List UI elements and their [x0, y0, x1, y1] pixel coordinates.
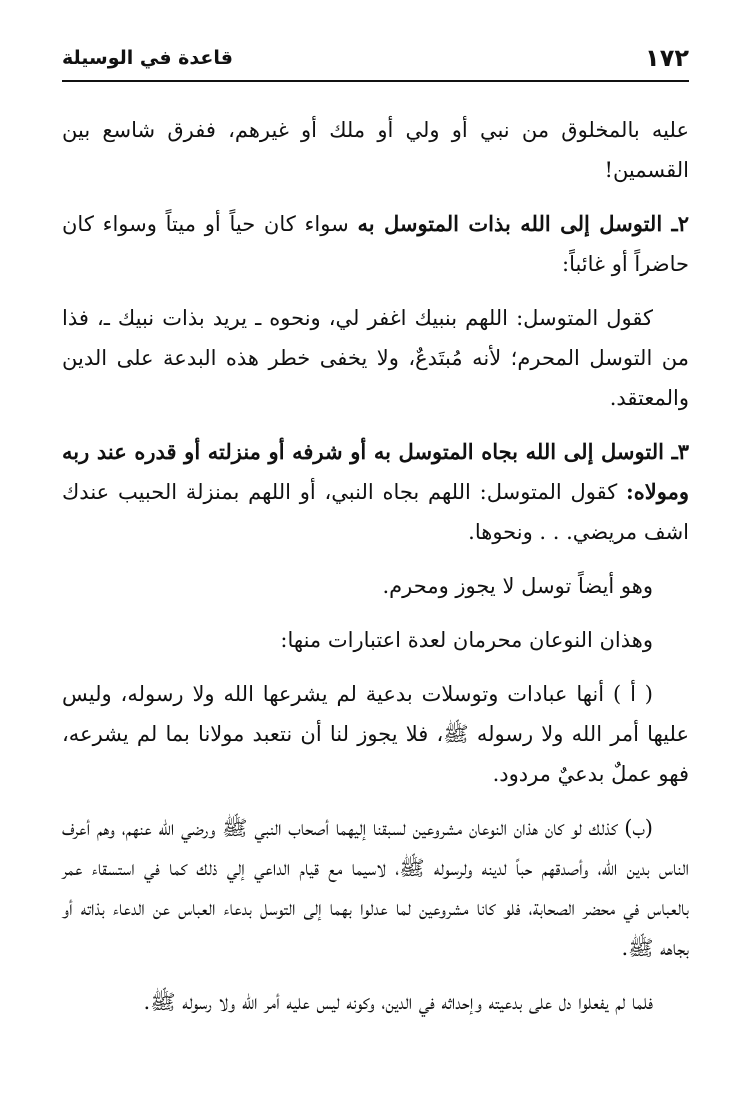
- paragraph-text: وهذان النوعان محرمان لعدة اعتبارات منها:: [280, 628, 653, 652]
- paragraph-text: فلما لم يفعلوا دل على بدعيته وإحداثه في الدين، وكونه ليس عليه أمر الله ولا رسوله ﷺ.: [143, 990, 653, 1014]
- item-3-heading: ٣ـ التوسل إلى الله بجاه المتوسل به أو شرفه أو منزلته أو قدره عند ربه ومولاه:: [62, 439, 689, 504]
- page-number: ١٧٢: [645, 44, 689, 72]
- paragraph-ruling: [62, 566, 689, 606]
- paragraph-text: عليه بالمخلوق من نبي أو ولي أو ملك أو غيرهم، ففرق شاسع بين القسمين!: [62, 118, 689, 182]
- paragraph-continuation: [62, 110, 689, 190]
- page-body: [62, 110, 689, 1036]
- paragraph-text: وهو أيضاً توسل لا يجوز ومحرم.: [382, 574, 653, 598]
- paragraph-text: كقول المتوسل: اللهم بجاه النبي، أو اللهم بمنزلة الحبيب عندك اشف مريضي. . . ونحوها.: [62, 480, 689, 544]
- paragraph-item-2: [62, 204, 689, 284]
- paragraph-reason-a: [62, 674, 689, 794]
- page-header: [62, 36, 689, 82]
- paragraph-text: كقول المتوسل: اللهم بنبيك اغفر لي، ونحوه ـ يريد بذات نبيك ـ، فذا من التوسل المحرم؛ لأنه مُبتَدعٌ، ولا يخفى خطر هذه البدعة على الدين والمعتقد.: [62, 306, 689, 410]
- paragraph-item-3: [62, 432, 689, 552]
- paragraph-text: ( أ ) أنها عبادات وتوسلات بدعية لم يشرعها الله ولا رسوله، وليس عليها أمر الله ولا رسوله ﷺ، فلا يجوز لنا أن نتعبد مولانا بما لم يشرعه، فهو عملٌ بدعيٌ مردود.: [62, 682, 689, 786]
- paragraph-reasons-intro: [62, 620, 689, 660]
- paragraph-text: (ب) كذلك لو كان هذان النوعان مشروعين لسبقنا إليهما أصحاب النبي ﷺ ورضي الله عنهم، وهم أعرف الناس بدين الله، وأصدقهم حباً لدينه ولرسوله ﷺ، لاسيما مع قيام الداعي إلي ذلك كما في استسقاء عمر بالعباس في محضر الصحابة، فلو كانا مشروعين لما عدلوا بهما إلى التوسل بدعاء العباس عن الدعاء بذاته أو بجاهه ﷺ.: [62, 816, 689, 960]
- paragraph-conclusion: [62, 982, 689, 1022]
- paragraph-text: سواء كان حياً أو ميتاً وسواء كان حاضراً أو غائباً:: [62, 212, 689, 276]
- paragraph-reason-b: [62, 808, 689, 968]
- paragraph-example-1: [62, 298, 689, 418]
- running-title: قاعدة في الوسيلة: [62, 47, 233, 69]
- item-2-heading: ٢ـ التوسل إلى الله بذات المتوسل به: [357, 211, 689, 236]
